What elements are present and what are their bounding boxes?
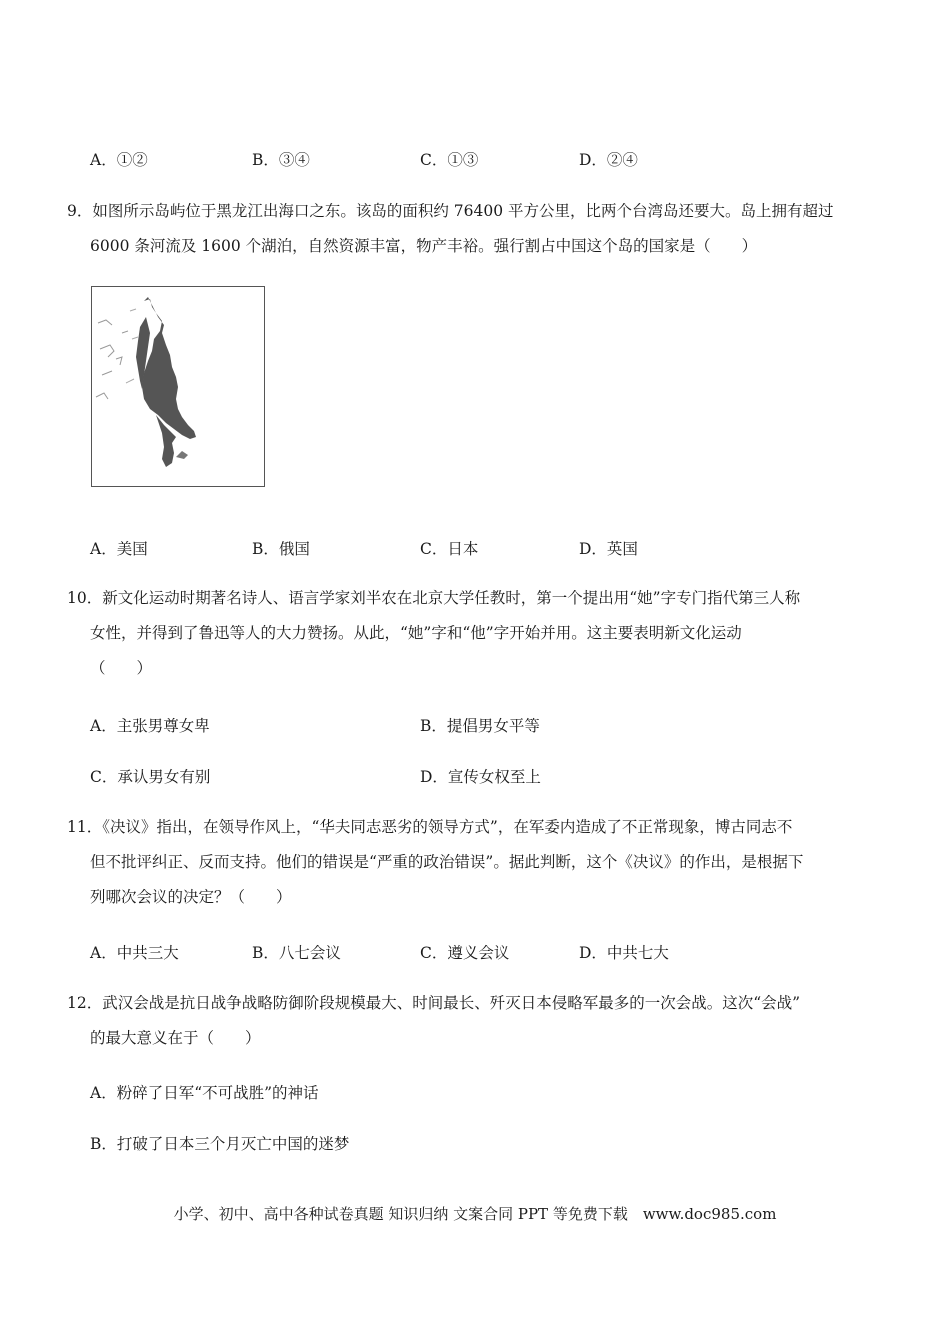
- option-c: C．承认男女有别: [90, 768, 211, 786]
- island-map: [91, 286, 265, 487]
- option-c: C．日本: [420, 540, 479, 558]
- option-a: A．粉碎了日军“不可战胜”的神话: [90, 1084, 319, 1102]
- option-c: C．遵义会议: [420, 944, 510, 962]
- option-a: A．中共三大: [90, 944, 179, 962]
- question-10-line-2: 女性，并得到了鲁迅等人的大力赞扬。从此，“她”字和“他”字开始并用。这主要表明新文化运动: [90, 624, 742, 642]
- question-9-line-2: 6000 条河流及 1600 个湖泊，自然资源丰富，物产丰裕。强行割占中国这个岛的国家是（ ）: [90, 237, 758, 255]
- question-10: [67, 581, 887, 686]
- question-10-line-1: 10．新文化运动时期著名诗人、语言学家刘半农在北京大学任教时，第一个提出用“她”字专门指代第三人称: [67, 589, 801, 607]
- option-a: A．美国: [90, 540, 148, 558]
- option-b: B．八七会议: [252, 944, 341, 962]
- option-b: B．提倡男女平等: [420, 717, 540, 735]
- option-b: B．③④: [252, 151, 310, 169]
- option-d: D．宣传女权至上: [420, 768, 541, 786]
- option-d: D．中共七大: [579, 944, 669, 962]
- option-a: A．主张男尊女卑: [90, 717, 210, 735]
- question-11: [67, 810, 887, 915]
- option-d: D．②④: [579, 151, 638, 169]
- question-9: [67, 194, 887, 264]
- option-b: B．俄国: [252, 540, 310, 558]
- question-12-line-1: 12．武汉会战是抗日战争战略防御阶段规模最大、时间最长、歼灭日本侵略军最多的一次会战。这次“会战”: [67, 994, 801, 1012]
- question-9-line-1: 9．如图所示岛屿位于黑龙江出海口之东。该岛的面积约 76400 平方公里，比两个台湾岛还要大。岛上拥有超过: [67, 202, 834, 220]
- option-d: D．英国: [579, 540, 638, 558]
- question-12-line-2: 的最大意义在于（ ）: [90, 1029, 261, 1047]
- question-12: [67, 986, 887, 1056]
- option-b: B．打破了日本三个月灭亡中国的迷梦: [90, 1135, 350, 1153]
- question-10-line-3: （ ）: [90, 659, 153, 677]
- option-c: C．①③: [420, 151, 479, 169]
- sakhalin-island-map-icon: [92, 287, 263, 485]
- question-11-line-2: 但不批评纠正、反而支持。他们的错误是“严重的政治错误”。据此判断，这个《决议》的作出，是根据下: [90, 853, 804, 871]
- question-11-line-1: 11．《决议》指出，在领导作风上，“华夫同志恶劣的领导方式”，在军委内造成了不正常现象，博古同志不: [67, 818, 793, 836]
- question-11-line-3: 列哪次会议的决定？（ ）: [90, 888, 292, 906]
- option-a: A．①②: [90, 151, 148, 169]
- page-footer: 小学、初中、高中各种试卷真题 知识归纳 文案合同 PPT 等免费下载 www.doc985.com: [173, 1205, 777, 1223]
